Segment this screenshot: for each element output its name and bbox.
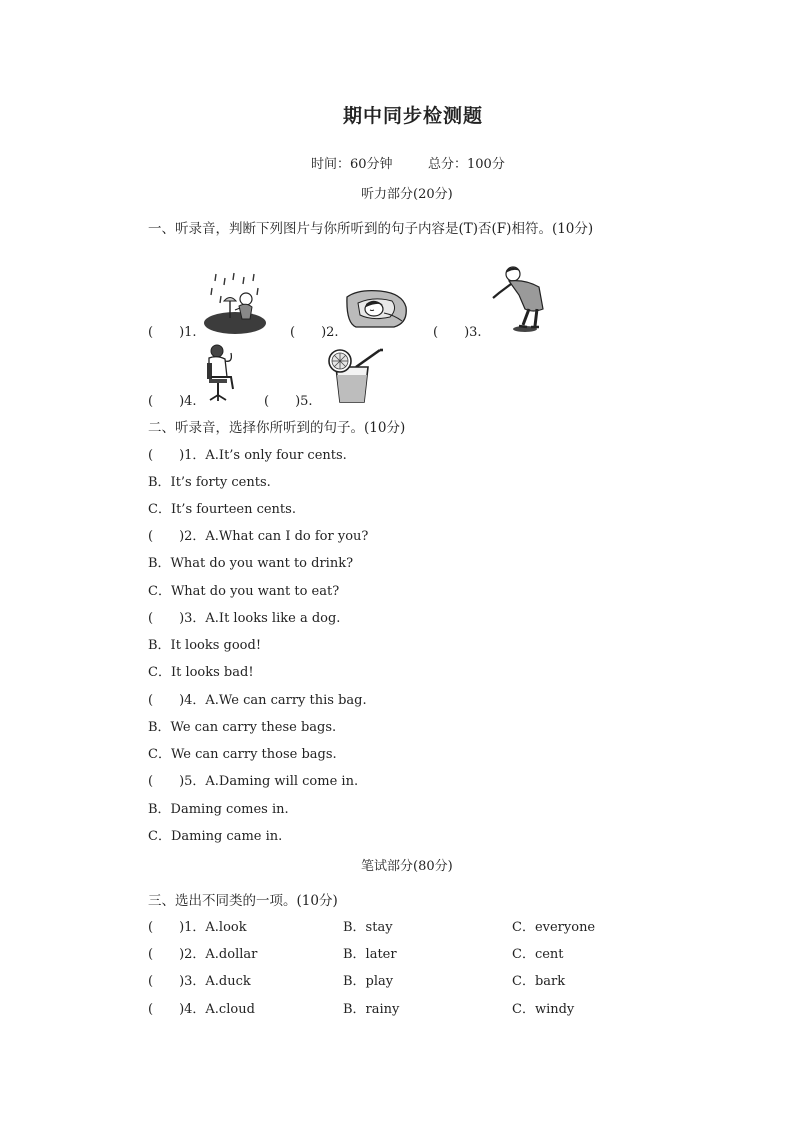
part2-line-5: B．What do you want to drink? bbox=[148, 556, 354, 571]
part2-line-9: C．It looks bad! bbox=[148, 665, 254, 680]
part3-row-2-a: ( )2．A.dollar bbox=[148, 947, 258, 962]
part2-line-6: C．What do you want to eat? bbox=[148, 584, 340, 599]
part1-heading: 一、听录音，判断下列图片与你所听到的句子内容是(T)否(F)相符。(10分) bbox=[148, 221, 594, 237]
rain-picture bbox=[202, 272, 268, 336]
part1-item-1: ( )1. bbox=[148, 325, 197, 340]
page-title: 期中同步检测题 bbox=[343, 105, 484, 127]
part3-heading: 三、选出不同类的一项。(10分) bbox=[148, 893, 338, 909]
listening-section-heading: 听力部分(20分) bbox=[361, 187, 453, 202]
part3-row-2-b: B．later bbox=[343, 947, 397, 962]
part2-line-1: ( )1．A.It’s only four cents. bbox=[148, 448, 347, 463]
part2-line-12: C．We can carry those bags. bbox=[148, 747, 337, 762]
part3-row-3-b: B．play bbox=[343, 974, 394, 989]
part1-item-3: ( )3. bbox=[433, 325, 482, 340]
part3-row-1-b: B．stay bbox=[343, 920, 393, 935]
part2-heading: 二、听录音，选择你所听到的句子。(10分) bbox=[148, 420, 406, 436]
part2-line-8: B．It looks good! bbox=[148, 638, 262, 653]
part3-row-4-a: ( )4．A.cloud bbox=[148, 1002, 255, 1017]
writing-section-heading: 笔试部分(80分) bbox=[361, 859, 453, 874]
part2-line-4: ( )2．A.What can I do for you? bbox=[148, 529, 369, 544]
juice-picture bbox=[322, 347, 384, 405]
part3-row-2-c: C．cent bbox=[512, 947, 564, 962]
part1-item-2: ( )2. bbox=[290, 325, 339, 340]
part3-row-3-c: C．bark bbox=[512, 974, 566, 989]
part2-line-11: B．We can carry these bags. bbox=[148, 720, 337, 735]
part3-row-3-a: ( )3．A.duck bbox=[148, 974, 251, 989]
part2-line-2: B．It’s forty cents. bbox=[148, 475, 271, 490]
part3-row-4-b: B．rainy bbox=[343, 1002, 400, 1017]
part1-item-4: ( )4. bbox=[148, 394, 197, 409]
part2-line-3: C．It’s fourteen cents. bbox=[148, 502, 296, 517]
part2-line-15: C．Daming came in. bbox=[148, 829, 283, 844]
part2-line-10: ( )4．A.We can carry this bag. bbox=[148, 693, 367, 708]
angry-man-picture bbox=[489, 265, 553, 333]
part3-row-4-c: C．windy bbox=[512, 1002, 575, 1017]
sleeping-picture bbox=[344, 287, 410, 332]
part3-row-1-a: ( )1．A.look bbox=[148, 920, 247, 935]
part2-line-7: ( )3．A.It looks like a dog. bbox=[148, 611, 341, 626]
part3-row-1-c: C．everyone bbox=[512, 920, 596, 935]
part2-line-13: ( )5．A.Daming will come in. bbox=[148, 774, 359, 789]
exam-total-score: 总分：100分 bbox=[428, 157, 505, 172]
sitting-person-picture bbox=[203, 343, 239, 403]
part2-line-14: B．Daming comes in. bbox=[148, 802, 289, 817]
exam-time: 时间：60分钟 bbox=[311, 157, 393, 172]
part1-item-5: ( )5. bbox=[264, 394, 313, 409]
